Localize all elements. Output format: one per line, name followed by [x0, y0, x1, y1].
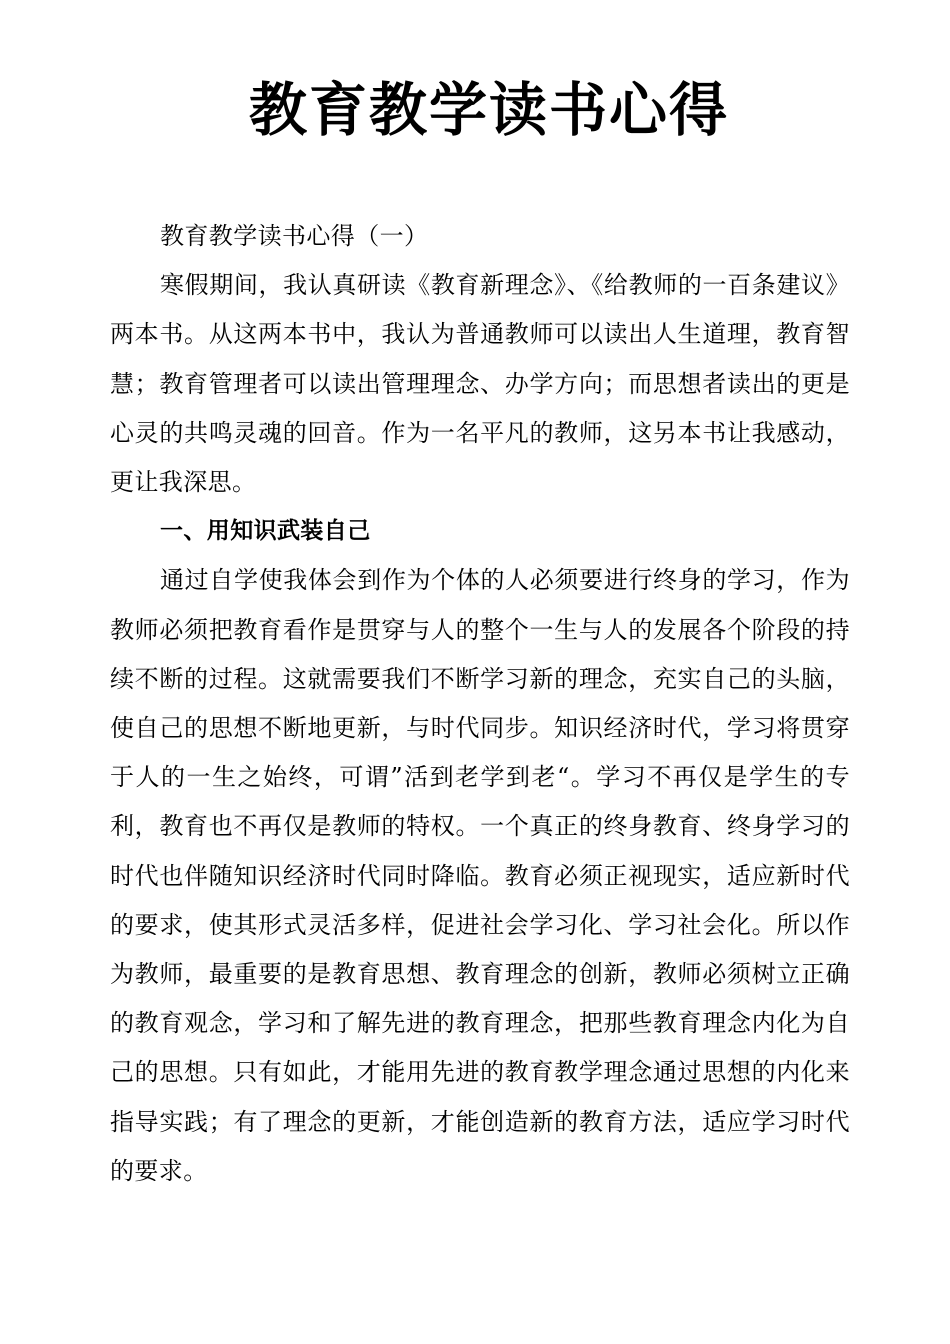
section-subtitle: 教育教学读书心得（一） — [160, 222, 429, 250]
section-heading-1: 一、用知识武装自己 — [160, 518, 371, 545]
document-title: 教育教学读书心得 — [248, 76, 729, 144]
paragraph-knowledge: 通过自学使我体会到作为个体的人必须要进行终身的学习，作为教师必须把教育看作是贯穿与人的整个一生与人的发展各个阶段的持续不断的过程。这就需要我们不断学习新的理念，充实自己的头脑，使自己的思想不断地更新，与时代同步。知识经济时代，学习将贯穿于人的一生之始终，可谓”活到老学到老“。学习不再仅是学生的专利，教育也不再仅是教师的特权。一个真正的终身教育、终身学习的时代也伴随知识经济时代同时降临。教育必须正视现实，适应新时代的要求，使其形式灵活多样，促进社会学习化、学习社会化。所以作为教师，最重要的是教育思想、教育理念的创新，教师必须树立正确的教育观念，学习和了解先进的教育理念，把那些教育理念内化为自己的思想。只有如此，才能用先进的教育教学理念通过思想的内化来指导实践；有了理念的更新，才能创造新的教育方法，适应学习时代的要求。 — [110, 566, 850, 1185]
paragraph-intro: 寒假期间，我认真研读《教育新理念》、《给教师的一百条建议》两本书。从这两本书中，我认为普通教师可以读出人生道理，教育智慧；教育管理者可以读出管理理念、办学方向；而思想者读出的更是心灵的共鸣灵魂的回音。作为一名平凡的教师，这另本书让我感动，更让我深思。 — [110, 271, 850, 497]
document-body — [110, 212, 850, 1196]
